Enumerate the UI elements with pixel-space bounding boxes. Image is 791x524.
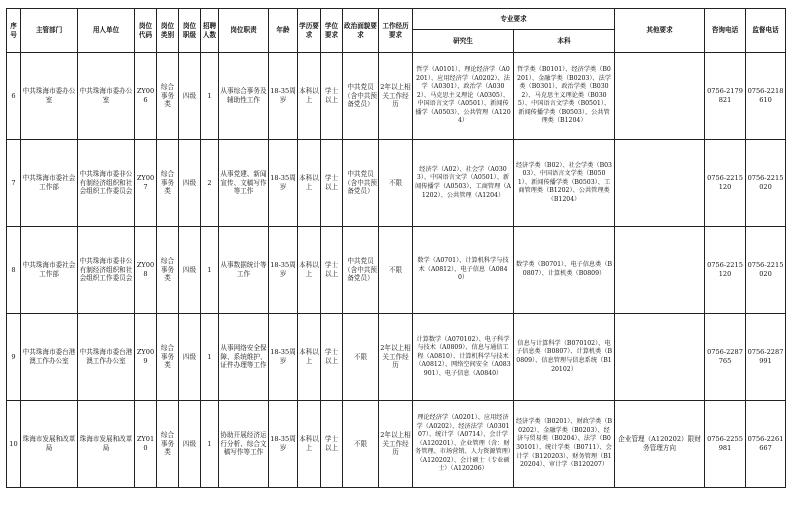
cell-count: 1 <box>201 227 219 314</box>
cell-experience: 2年以上相关工作经历 <box>379 314 413 401</box>
cell-duty: 从事综合事务及辅助性工作 <box>219 53 269 140</box>
cell-code: ZY007 <box>135 140 157 227</box>
cell-level: 四级 <box>179 314 201 401</box>
cell-political: 中共党员（含中共预备党员） <box>343 140 379 227</box>
cell-undergrad-majors: 哲学类（B0101）、经济学类（B0201）、金融学类（B0203）、法学类（B0301）、政治学类（B0302）、马克思主义理论类（B0305）、中国语言文学类（B0501）、新闻传播学类（B0503）、公共管理类（B1204） <box>514 53 615 140</box>
cell-phone: 0756-2215120 <box>705 140 746 227</box>
cell-seq: 8 <box>7 227 21 314</box>
cell-supervise: 0756-2218610 <box>746 53 786 140</box>
header-phone: 咨询电话 <box>705 9 746 53</box>
cell-category: 综合事务类 <box>157 140 179 227</box>
cell-education: 本科以上 <box>298 401 321 488</box>
cell-phone: 0756-2287765 <box>705 314 746 401</box>
cell-dept: 中共珠海市委社会工作部 <box>21 227 78 314</box>
cell-category: 综合事务类 <box>157 53 179 140</box>
cell-category: 综合事务类 <box>157 401 179 488</box>
header-code: 岗位代码 <box>135 9 157 53</box>
cell-experience: 2年以上相关工作经历 <box>379 53 413 140</box>
header-education: 学历要求 <box>298 9 321 53</box>
header-major-grad: 研究生 <box>413 30 514 53</box>
cell-category: 综合事务类 <box>157 227 179 314</box>
cell-grad-majors: 理论经济学（A0201）、应用经济学（A0202）、经济法学（A030107）、统计学（A0714）、会计学（A120201）、企业管理（含：财务管理、市场营销、人力资源管理）（A120202）、会计硕士（专业硕士）（A120206） <box>413 401 514 488</box>
cell-degree: 学士以上 <box>321 314 343 401</box>
header-major-group: 专业要求 <box>413 9 615 30</box>
cell-political: 中共党员（含中共预备党员） <box>343 53 379 140</box>
cell-duty: 从事党建、新闻宣传、文稿写作等工作 <box>219 140 269 227</box>
cell-employer: 中共珠海市委非公有制经济组织和社会组织工作委员会 <box>78 227 135 314</box>
cell-education: 本科以上 <box>298 227 321 314</box>
table-row <box>7 227 786 314</box>
cell-employer: 中共珠海市委办公室 <box>78 53 135 140</box>
cell-other <box>615 314 705 401</box>
cell-undergrad-majors: 经济学类（B02）、社会学类（B0303）、中国语言文学类（B0501）、新闻传播学类（B0503）、工商管理类（B1202）、公共管理类（B1204） <box>514 140 615 227</box>
header-seq: 序号 <box>7 9 21 53</box>
cell-grad-majors: 哲学（A0101）、理论经济学（A0201）、应用经济学（A0202）、法学（A0301）、政治学（A0302）、马克思主义理论（A0305）、中国语言文学（A0501）、新闻传播学（A0503）、公共管理（A1204） <box>413 53 514 140</box>
header-other: 其他要求 <box>615 9 705 53</box>
cell-degree: 学士以上 <box>321 53 343 140</box>
cell-undergrad-majors: 经济学类（B0201）、财政学类（B0202）、金融学类（B0203）、经济与贸易类（B0204）、法学（B030101）、统计学类（B0711）、会计学（B120203）、财务管理（B120204）、审计学（B120207） <box>514 401 615 488</box>
cell-grad-majors: 数学（A0701）、计算机科学与技术（A0812）、电子信息（A0840） <box>413 227 514 314</box>
header-dept: 主管部门 <box>21 9 78 53</box>
cell-undergrad-majors: 信息与计算科学（B070102）、电子信息类（B0807）、计算机类（B0809）、信息管理与信息系统（B120102） <box>514 314 615 401</box>
cell-level: 四级 <box>179 227 201 314</box>
cell-count: 1 <box>201 314 219 401</box>
cell-employer: 珠海市发展和改革局 <box>78 401 135 488</box>
cell-experience: 2年以上相关工作经历 <box>379 401 413 488</box>
cell-employer: 中共珠海市委非公有制经济组织和社会组织工作委员会 <box>78 140 135 227</box>
cell-count: 1 <box>201 53 219 140</box>
cell-grad-majors: 经济学（A02）、社会学（A0303）、中国语言文学（A0501）、新闻传播学（A0503）、工商管理（A1202）、公共管理（A1204） <box>413 140 514 227</box>
cell-count: 1 <box>201 401 219 488</box>
header-experience: 工作经历要求 <box>379 9 413 53</box>
cell-supervise: 0756-2261667 <box>746 401 786 488</box>
cell-age: 18-35周岁 <box>269 227 298 314</box>
cell-seq: 10 <box>7 401 21 488</box>
cell-code: ZY006 <box>135 53 157 140</box>
cell-duty: 从事数据统计等工作 <box>219 227 269 314</box>
cell-age: 18-35周岁 <box>269 314 298 401</box>
cell-education: 本科以上 <box>298 314 321 401</box>
cell-other: 企业管理（A120202）限财务管理方向 <box>615 401 705 488</box>
header-employer: 用人单位 <box>78 9 135 53</box>
cell-grad-majors: 计算数学（A070102）、电子科学与技术（A0809）、信息与通信工程（A0810）、计算机科学与技术（A0812）、网络空间安全（A083901）、电子信息（A0840） <box>413 314 514 401</box>
recruitment-table <box>6 8 786 488</box>
cell-age: 18-35周岁 <box>269 53 298 140</box>
cell-duty: 从事网络安全保障、系统维护、证件办理等工作 <box>219 314 269 401</box>
cell-seq: 7 <box>7 140 21 227</box>
cell-undergrad-majors: 数学类（B0701）、电子信息类（B0807）、计算机类（B0809） <box>514 227 615 314</box>
cell-experience: 不限 <box>379 227 413 314</box>
cell-degree: 学士以上 <box>321 401 343 488</box>
header-major-undergrad: 本科 <box>514 30 615 53</box>
cell-phone: 0756-2179821 <box>705 53 746 140</box>
cell-code: ZY009 <box>135 314 157 401</box>
cell-dept: 中共珠海市委社会工作部 <box>21 140 78 227</box>
cell-other <box>615 140 705 227</box>
cell-level: 四级 <box>179 53 201 140</box>
table-row <box>7 53 786 140</box>
cell-supervise: 0756-2215020 <box>746 227 786 314</box>
header-count: 招聘人数 <box>201 9 219 53</box>
cell-code: ZY010 <box>135 401 157 488</box>
cell-seq: 9 <box>7 314 21 401</box>
cell-dept: 中共珠海市委办公室 <box>21 53 78 140</box>
cell-other <box>615 53 705 140</box>
cell-age: 18-35周岁 <box>269 401 298 488</box>
cell-dept: 中共珠海市委台港澳工作办公室 <box>21 314 78 401</box>
header-degree: 学位要求 <box>321 9 343 53</box>
cell-degree: 学士以上 <box>321 227 343 314</box>
header-political: 政治面貌要求 <box>343 9 379 53</box>
cell-level: 四级 <box>179 140 201 227</box>
cell-employer: 中共珠海市委台港澳工作办公室 <box>78 314 135 401</box>
cell-experience: 不限 <box>379 140 413 227</box>
cell-supervise: 0756-2287991 <box>746 314 786 401</box>
header-supervise: 监督电话 <box>746 9 786 53</box>
cell-level: 四级 <box>179 401 201 488</box>
cell-education: 本科以上 <box>298 140 321 227</box>
cell-political: 不限 <box>343 314 379 401</box>
cell-other <box>615 227 705 314</box>
cell-age: 18-35周岁 <box>269 140 298 227</box>
cell-phone: 0756-2215120 <box>705 227 746 314</box>
table-row <box>7 401 786 488</box>
cell-dept: 珠海市发展和改革局 <box>21 401 78 488</box>
header-category: 岗位类别 <box>157 9 179 53</box>
cell-code: ZY008 <box>135 227 157 314</box>
header-level: 岗位职级 <box>179 9 201 53</box>
cell-degree: 学士以上 <box>321 140 343 227</box>
cell-seq: 6 <box>7 53 21 140</box>
cell-political: 不限 <box>343 401 379 488</box>
cell-duty: 协助开展经济运行分析、综合文稿写作等工作 <box>219 401 269 488</box>
header-age: 年龄 <box>269 9 298 53</box>
header-duty: 岗位职责 <box>219 9 269 53</box>
table-row <box>7 314 786 401</box>
cell-phone: 0756-2255981 <box>705 401 746 488</box>
cell-supervise: 0756-2215020 <box>746 140 786 227</box>
cell-category: 综合事务类 <box>157 314 179 401</box>
cell-count: 2 <box>201 140 219 227</box>
cell-political: 中共党员（含中共预备党员） <box>343 227 379 314</box>
cell-education: 本科以上 <box>298 53 321 140</box>
table-row <box>7 140 786 227</box>
